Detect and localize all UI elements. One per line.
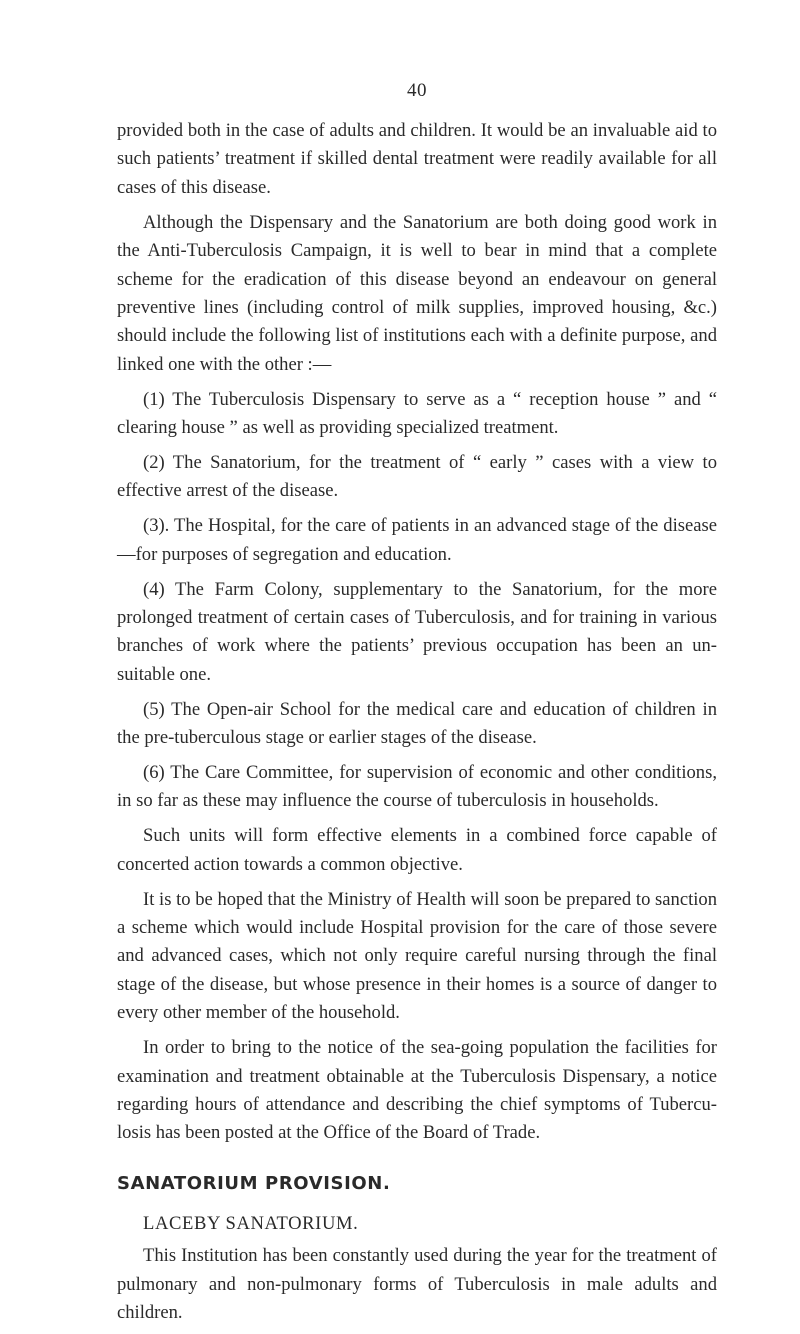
list-item: (3). The Hospital, for the care of patients in an advanced stage of the disease—for purposes of segregation and education.: [117, 515, 717, 565]
list-item: (6) The Care Committee, for supervision of economic and other conditions, in so far as these may influence the course of tuberculosis in households.: [117, 762, 717, 812]
paragraph: Although the Dispensary and the Sanatorium are both doing good work in the Anti-Tuberculosis Campaign, it is well to bear in mind that a complete scheme for the eradication of this disease beyond an endeavour on general preventive lines (including control of milk supplies, improved housing, &c.) should include the following list of institutions each with a definite purpose, and linked one with the other :—: [117, 211, 717, 375]
list-item: (5) The Open-air School for the medical care and education of children in the pre-tuberculous stage or earlier stages of the disease.: [117, 698, 717, 749]
paragraph: provided both in the case of adults and children. It would be an invaluable aid to such patients’ treatment if skilled dental treatment were readily available for all cases of this disease.: [117, 120, 717, 198]
paragraph: Such units will form effective elements in a combined force capable of concerted action towards a common objective.: [117, 825, 717, 875]
paragraph: It is to be hoped that the Ministry of Health will soon be prepared to sanction a scheme which would include Hospital provision for the care of those severe and advanced cases, which not only require careful nursing through the final stage of the disease, but whose presence in their homes is a source of danger to every other member of the household.: [117, 888, 717, 1024]
paragraph: In order to bring to the notice of the sea-going population the facilities for examination and treatment obtainable at the Tuberculosis Dispensary, a notice regarding hours of attendance and describing the chief symptoms of Tubercu-losis has been posted at the Office of the Board of Trade.: [117, 1037, 717, 1144]
section-heading: SANATORIUM PROVISION.: [117, 1172, 391, 1194]
document-body: [117, 117, 717, 1334]
list-item: (4) The Farm Colony, supplementary to the Sanatorium, for the more prolonged treatment of certain cases of Tuberculosis, and for training in various branches of work where the patients’ previous occupation has been an un-suitable one.: [117, 578, 717, 685]
page-number: 40: [407, 80, 427, 101]
list-item: (1) The Tuberculosis Dispensary to serve as a “ reception house ” and “ clearing house ” as well as providing specialized treatment.: [117, 388, 717, 439]
section-subheading: LACEBY SANATORIUM.: [143, 1212, 359, 1234]
paragraph: This Institution has been constantly used during the year for the treatment of pulmonary and non-pulmonary forms of Tuberculosis in male adults and children.: [117, 1245, 717, 1324]
list-item: (2) The Sanatorium, for the treatment of “ early ” cases with a view to effective arrest of the disease.: [117, 451, 717, 502]
